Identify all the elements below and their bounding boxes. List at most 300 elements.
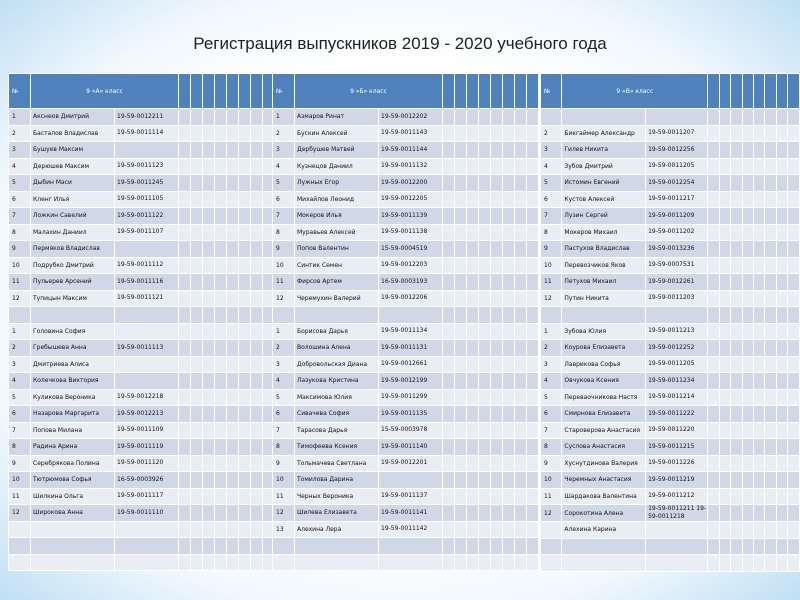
row-number: 6 <box>9 191 31 208</box>
empty-cell <box>215 191 227 208</box>
empty-cell <box>742 191 753 208</box>
empty-cell <box>515 406 527 423</box>
empty-cell <box>503 455 515 472</box>
student-name: Тарасова Дарья <box>295 422 379 439</box>
empty-cell <box>503 389 515 406</box>
empty-cell <box>251 290 263 307</box>
table-row <box>541 125 800 142</box>
empty-cell <box>491 356 503 373</box>
empty-cell <box>742 142 753 159</box>
empty-cell <box>203 422 215 439</box>
empty-cell <box>719 340 730 357</box>
empty-cell <box>742 241 753 258</box>
class-header: 9 «В» класс <box>562 74 708 109</box>
table-row <box>9 191 275 208</box>
student-name: Петухов Михаил <box>562 274 646 291</box>
row-number: 10 <box>9 472 31 489</box>
empty-cell <box>443 373 455 390</box>
table-row <box>273 191 539 208</box>
empty-cell <box>527 158 539 175</box>
registration-code: 19-59-0012202 <box>379 109 443 126</box>
empty-cell <box>708 125 719 142</box>
empty-cell <box>227 472 239 489</box>
number-header: № <box>273 74 295 109</box>
student-name: Томилова Дарина <box>295 472 379 489</box>
registration-code: 19-59-0011214 <box>646 389 708 406</box>
empty-cell <box>467 373 479 390</box>
empty-cell <box>788 109 800 126</box>
registration-code: 19-59-0011207 <box>646 125 708 142</box>
row-number: 9 <box>541 455 562 472</box>
empty-cell <box>776 505 787 522</box>
table-9v-class <box>540 73 800 572</box>
empty-cell <box>776 241 787 258</box>
empty-cell <box>788 274 800 291</box>
empty-cell <box>179 488 191 505</box>
table-row <box>541 505 800 522</box>
empty-cell <box>203 389 215 406</box>
table-row <box>541 307 800 324</box>
row-number: 5 <box>273 175 295 192</box>
empty-cell <box>503 307 515 324</box>
empty-cell <box>479 389 491 406</box>
empty-cell <box>479 175 491 192</box>
registration-code: 19-59-0011140 <box>379 439 443 456</box>
student-name: Шардакова Валентина <box>562 488 646 505</box>
empty-cell <box>455 472 467 489</box>
table-row <box>273 175 539 192</box>
empty-cell <box>708 389 719 406</box>
empty-cell <box>467 406 479 423</box>
table-row <box>9 406 275 423</box>
student-name: Путин Никита <box>562 290 646 307</box>
table-row <box>273 373 539 390</box>
empty-cell <box>227 274 239 291</box>
empty-cell <box>491 554 503 571</box>
empty-cell <box>731 224 742 241</box>
header-empty-cell <box>467 74 479 109</box>
row-number: 12 <box>541 505 562 522</box>
empty-cell <box>491 521 503 538</box>
empty-cell <box>467 340 479 357</box>
table-row <box>273 472 539 489</box>
empty-cell <box>708 472 719 489</box>
empty-cell <box>788 488 800 505</box>
empty-cell <box>491 241 503 258</box>
registration-code: 19-59-0011107 <box>115 224 179 241</box>
student-name: Лузин Сергей <box>562 208 646 225</box>
empty-cell <box>708 406 719 423</box>
empty-cell <box>203 241 215 258</box>
empty-cell <box>191 323 203 340</box>
empty-cell <box>467 521 479 538</box>
empty-cell <box>191 224 203 241</box>
empty-cell <box>479 373 491 390</box>
student-name: Тупицын Максим <box>31 290 115 307</box>
empty-cell <box>227 109 239 126</box>
empty-cell <box>239 191 251 208</box>
empty-cell <box>215 158 227 175</box>
empty-cell <box>527 109 539 126</box>
empty-cell <box>491 422 503 439</box>
empty-cell <box>527 340 539 357</box>
row-number: 5 <box>273 389 295 406</box>
empty-cell <box>515 274 527 291</box>
empty-cell <box>179 175 191 192</box>
student-name: Черемных Анастасия <box>562 472 646 489</box>
empty-cell <box>239 356 251 373</box>
empty-cell <box>251 125 263 142</box>
registration-code: 19-59-0012206 <box>379 290 443 307</box>
table-row <box>9 554 275 571</box>
number-header: № <box>541 74 562 109</box>
empty-cell <box>467 158 479 175</box>
empty-cell <box>776 455 787 472</box>
student-name: Дыбин Маси <box>31 175 115 192</box>
empty-cell <box>708 439 719 456</box>
row-number: 4 <box>9 373 31 390</box>
empty-cell <box>515 422 527 439</box>
empty-cell <box>455 274 467 291</box>
empty-cell <box>753 290 764 307</box>
empty-cell <box>239 521 251 538</box>
student-name: Басталов Владислав <box>31 125 115 142</box>
row-number <box>541 307 562 324</box>
empty-cell <box>443 406 455 423</box>
empty-cell <box>719 142 730 159</box>
empty-cell <box>227 125 239 142</box>
registration-code: 19-59-0011142 <box>379 521 443 538</box>
student-name: Добровольская Диана <box>295 356 379 373</box>
empty-cell <box>467 538 479 555</box>
empty-cell <box>719 422 730 439</box>
empty-cell <box>515 307 527 324</box>
empty-cell <box>191 158 203 175</box>
empty-cell <box>527 472 539 489</box>
table-row <box>9 455 275 472</box>
empty-cell <box>191 356 203 373</box>
empty-cell <box>239 241 251 258</box>
empty-cell <box>251 208 263 225</box>
empty-cell <box>753 505 764 522</box>
registration-code <box>115 521 179 538</box>
empty-cell <box>467 175 479 192</box>
empty-cell <box>191 521 203 538</box>
header-empty-cell <box>719 74 730 109</box>
empty-cell <box>227 389 239 406</box>
registration-code: 19-59-0011105 <box>115 191 179 208</box>
row-number: 2 <box>273 125 295 142</box>
table-row <box>273 142 539 159</box>
empty-cell <box>788 422 800 439</box>
empty-cell <box>239 257 251 274</box>
header-row <box>273 74 539 109</box>
empty-cell <box>527 455 539 472</box>
row-number: 1 <box>273 109 295 126</box>
empty-cell <box>503 290 515 307</box>
empty-cell <box>753 472 764 489</box>
empty-cell <box>503 175 515 192</box>
table-9a-class <box>8 73 275 571</box>
table-row <box>273 109 539 126</box>
empty-cell <box>708 555 719 572</box>
empty-cell <box>788 125 800 142</box>
empty-cell <box>251 472 263 489</box>
empty-cell <box>515 290 527 307</box>
registration-code: 19-59-0011215 <box>646 439 708 456</box>
registration-code: 19-59-0011119 <box>115 439 179 456</box>
empty-cell <box>527 175 539 192</box>
student-name <box>295 538 379 555</box>
empty-cell <box>742 522 753 539</box>
student-name: Малахин Даниил <box>31 224 115 241</box>
student-name: Назарова Маргарита <box>31 406 115 423</box>
empty-cell <box>467 224 479 241</box>
empty-cell <box>503 505 515 522</box>
student-name: Борисова Дарья <box>295 323 379 340</box>
table-row <box>9 290 275 307</box>
table-row <box>273 521 539 538</box>
empty-cell <box>179 241 191 258</box>
table-row <box>273 125 539 142</box>
registration-code <box>115 554 179 571</box>
registration-code: 19-59-0011222 <box>646 406 708 423</box>
row-number: 3 <box>273 356 295 373</box>
empty-cell <box>479 257 491 274</box>
student-name: Дерюшев Максим <box>31 158 115 175</box>
student-name: Истомин Евгений <box>562 175 646 192</box>
empty-cell <box>467 422 479 439</box>
student-name: Колечкова Виктория <box>31 373 115 390</box>
empty-cell <box>742 406 753 423</box>
student-name: Дербушев Матвей <box>295 142 379 159</box>
empty-cell <box>455 191 467 208</box>
empty-cell <box>527 290 539 307</box>
empty-cell <box>191 406 203 423</box>
registration-code: 19-59-0011123 <box>115 158 179 175</box>
empty-cell <box>753 439 764 456</box>
header-empty-cell <box>179 74 191 109</box>
row-number: 4 <box>273 373 295 390</box>
registration-code <box>115 307 179 324</box>
empty-cell <box>191 191 203 208</box>
student-name <box>31 554 115 571</box>
empty-cell <box>788 555 800 572</box>
empty-cell <box>742 257 753 274</box>
table-row <box>273 340 539 357</box>
registration-code: 19-59-0011137 <box>379 488 443 505</box>
empty-cell <box>788 208 800 225</box>
registration-code: 19-59-0011121 <box>115 290 179 307</box>
empty-cell <box>443 208 455 225</box>
empty-cell <box>251 158 263 175</box>
empty-cell <box>467 356 479 373</box>
empty-cell <box>765 406 776 423</box>
empty-cell <box>455 521 467 538</box>
table-9b-class <box>272 73 539 571</box>
row-number: 11 <box>9 488 31 505</box>
empty-cell <box>455 554 467 571</box>
registration-code: 19-59-0011143 <box>379 125 443 142</box>
table-row <box>9 340 275 357</box>
empty-cell <box>479 455 491 472</box>
empty-cell <box>443 340 455 357</box>
empty-cell <box>719 439 730 456</box>
empty-cell <box>527 125 539 142</box>
empty-cell <box>503 125 515 142</box>
row-number: 3 <box>9 142 31 159</box>
empty-cell <box>191 109 203 126</box>
empty-cell <box>179 373 191 390</box>
empty-cell <box>203 274 215 291</box>
empty-cell <box>179 125 191 142</box>
row-number: 4 <box>273 158 295 175</box>
empty-cell <box>179 307 191 324</box>
empty-cell <box>443 505 455 522</box>
empty-cell <box>191 125 203 142</box>
student-name: Перевозчиков Яков <box>562 257 646 274</box>
empty-cell <box>527 521 539 538</box>
table-row <box>541 472 800 489</box>
empty-cell <box>788 191 800 208</box>
row-number: 7 <box>9 208 31 225</box>
empty-cell <box>742 455 753 472</box>
empty-cell <box>215 455 227 472</box>
empty-cell <box>191 455 203 472</box>
empty-cell <box>503 224 515 241</box>
student-name: Переваочникова Настя <box>562 389 646 406</box>
empty-cell <box>251 191 263 208</box>
empty-cell <box>708 505 719 522</box>
empty-cell <box>515 109 527 126</box>
empty-cell <box>788 340 800 357</box>
empty-cell <box>515 241 527 258</box>
empty-cell <box>753 422 764 439</box>
empty-cell <box>719 505 730 522</box>
empty-cell <box>491 439 503 456</box>
empty-cell <box>719 224 730 241</box>
empty-cell <box>179 340 191 357</box>
empty-cell <box>765 307 776 324</box>
empty-cell <box>251 307 263 324</box>
registration-code: 16-59-0003193 <box>379 274 443 291</box>
empty-cell <box>251 323 263 340</box>
empty-cell <box>479 158 491 175</box>
empty-cell <box>527 538 539 555</box>
empty-cell <box>203 406 215 423</box>
header-empty-cell <box>479 74 491 109</box>
row-number: 10 <box>541 257 562 274</box>
empty-cell <box>191 373 203 390</box>
empty-cell <box>719 125 730 142</box>
empty-cell <box>753 307 764 324</box>
empty-cell <box>765 125 776 142</box>
student-name: Лаврикова Софья <box>562 356 646 373</box>
row-number <box>541 109 562 126</box>
empty-cell <box>527 224 539 241</box>
empty-cell <box>527 488 539 505</box>
empty-cell <box>203 109 215 126</box>
empty-cell <box>179 208 191 225</box>
row-number: 6 <box>9 406 31 423</box>
registration-code <box>646 538 708 555</box>
registration-code: 19-59-0011220 <box>646 422 708 439</box>
empty-cell <box>455 109 467 126</box>
empty-cell <box>527 257 539 274</box>
empty-cell <box>239 158 251 175</box>
empty-cell <box>251 274 263 291</box>
header-empty-cell <box>503 74 515 109</box>
empty-cell <box>776 142 787 159</box>
table-row <box>273 488 539 505</box>
empty-cell <box>215 356 227 373</box>
empty-cell <box>788 175 800 192</box>
empty-cell <box>788 307 800 324</box>
student-name <box>31 307 115 324</box>
empty-cell <box>491 290 503 307</box>
table-row <box>541 158 800 175</box>
empty-cell <box>515 521 527 538</box>
empty-cell <box>765 241 776 258</box>
empty-cell <box>239 175 251 192</box>
registration-code <box>115 356 179 373</box>
empty-cell <box>227 505 239 522</box>
empty-cell <box>719 522 730 539</box>
row-number <box>9 307 31 324</box>
row-number: 5 <box>541 175 562 192</box>
empty-cell <box>765 142 776 159</box>
registration-code <box>646 307 708 324</box>
registration-code <box>646 555 708 572</box>
empty-cell <box>179 455 191 472</box>
empty-cell <box>179 142 191 159</box>
student-name: Алехина Лера <box>295 521 379 538</box>
student-name: Коурова Елизавета <box>562 340 646 357</box>
table-row <box>9 257 275 274</box>
empty-cell <box>251 175 263 192</box>
registration-code: 19-59-0011116 <box>115 274 179 291</box>
empty-cell <box>708 307 719 324</box>
empty-cell <box>443 224 455 241</box>
empty-cell <box>203 439 215 456</box>
empty-cell <box>708 158 719 175</box>
student-name: Муравьев Алексей <box>295 224 379 241</box>
empty-cell <box>503 142 515 159</box>
empty-cell <box>776 356 787 373</box>
empty-cell <box>719 175 730 192</box>
empty-cell <box>227 422 239 439</box>
registration-code: 19-59-0012211 <box>115 109 179 126</box>
empty-cell <box>467 455 479 472</box>
row-number <box>9 554 31 571</box>
student-name: Дмитриева Алиса <box>31 356 115 373</box>
header-empty-cell <box>227 74 239 109</box>
empty-cell <box>251 389 263 406</box>
row-number: 11 <box>9 274 31 291</box>
empty-cell <box>503 257 515 274</box>
student-name: Кузнецов Даниил <box>295 158 379 175</box>
registration-code: 19-59-0011226 <box>646 455 708 472</box>
empty-cell <box>215 422 227 439</box>
empty-cell <box>515 356 527 373</box>
row-number <box>9 538 31 555</box>
empty-cell <box>479 439 491 456</box>
empty-cell <box>239 505 251 522</box>
row-number: 7 <box>541 208 562 225</box>
registration-code: 19-59-0011113 <box>115 340 179 357</box>
empty-cell <box>765 488 776 505</box>
empty-cell <box>731 373 742 390</box>
